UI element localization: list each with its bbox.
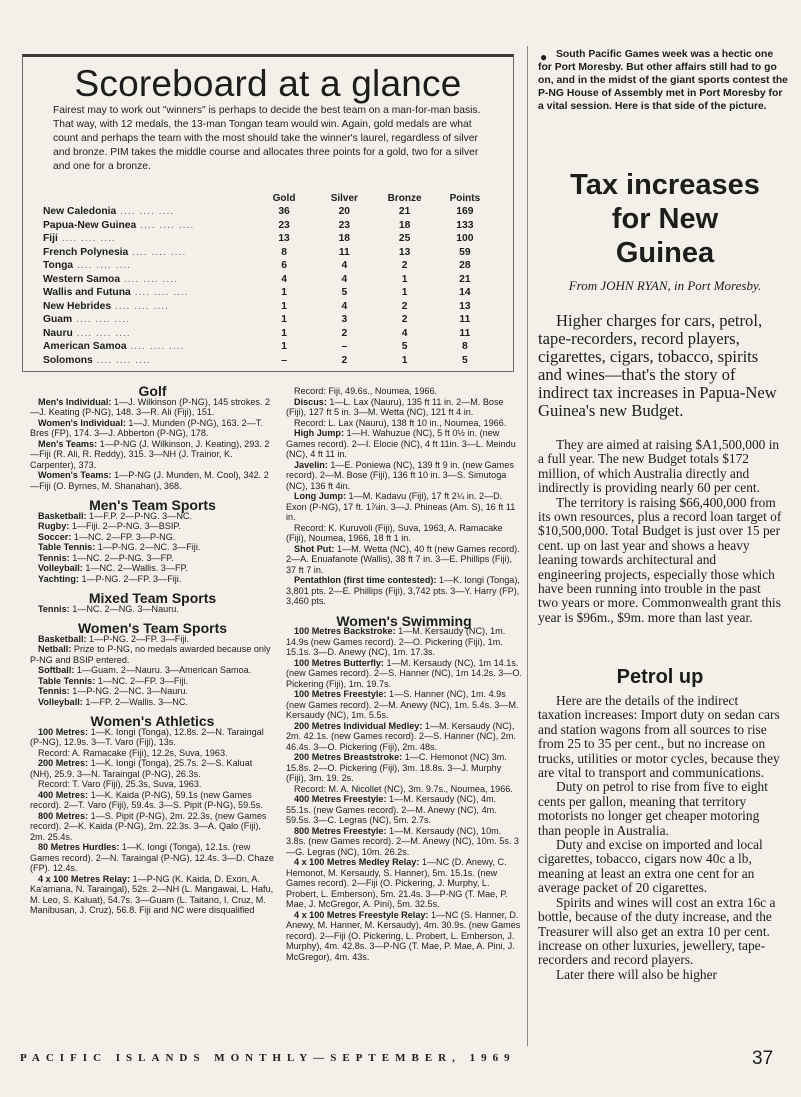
event-result: 1—K. Iongi (Tonga), 25.7s. 2—S. Kaluat (NH), 25.9. 3—N. Taraingal (P-NG), 26.3s.: [30, 758, 253, 779]
header-points: Points: [449, 192, 481, 204]
intro-note: South Pacific Games week was a hectic one for Port Moresby. But other affairs still had to go on, and in the midst of the giant sports contest the P-NG House of Assembly met in Port Moresby for a vital session. Here is that side of the picture.: [538, 49, 788, 112]
event-name: 4 x 100 Metres Relay:: [38, 873, 131, 884]
event-result: 1—NC. 2—FP. 3—P-NG.: [71, 531, 176, 542]
event-result: 1—S. Pipit (P-NG), 2m. 22.3s, (new Games record). 2—K. Kaida (P-NG), 2m. 22.3s. 3—A. Qalo (Fiji), 2m. 25.4s.: [30, 810, 267, 842]
bronze-count: 18: [398, 219, 411, 231]
mens-team-heading: Men's Team Sports: [89, 497, 216, 513]
leader-dots: .... .... ....: [130, 287, 189, 299]
event-result: 1—P-NG (J. Wilkinson, J. Keating), 293. 2—Fiji (R. Ali, R. Reddy), 315. 3—NH (J. Trainor, K. Carpenter), 373.: [30, 438, 270, 470]
gold-count: 1: [281, 300, 287, 312]
result-entry: [286, 386, 522, 397]
event-name: Volleyball:: [38, 696, 83, 707]
result-entry: [286, 626, 522, 658]
country-name: New Caledonia .... .... ....: [43, 206, 175, 218]
womens-team-section: [30, 620, 275, 707]
event-result: 1—NC. 2—NG. 3—Nauru.: [69, 603, 179, 614]
medal-table: [43, 191, 495, 367]
event-result: 1—M. Kersaudy (NC), 2m. 42.1s. (new Games record). 2—S. Hanner (NC), 2m. 46.4s. 3—O. Pickering (Fiji), 2m. 48s.: [286, 720, 516, 752]
event-result: Record: K. Kuruvoli (Fiji), Suva, 1963, A. Ramacake (Fiji), Noumea, 1966, 18 ft 1 in.: [286, 522, 503, 543]
article-lead: Higher charges for cars, petrol, tape-recorders, record players, cigarettes, cigars, tobacco, spirits and wines—that's the story of indirect tax increases in Papua-New Guinea's new Budget.: [538, 311, 777, 420]
result-entry: [30, 842, 275, 874]
points-total: 11: [459, 314, 471, 326]
event-result: 1—F.P. 2—P-NG. 3—NC.: [86, 510, 192, 521]
medal-row: [43, 232, 495, 246]
bronze-count: 1: [401, 354, 408, 366]
scoreboard-intro: Fairest may to work out "winners" is perhaps to decide the best team on a man-for-man basis. That way, with 12 medals, the 13-man Tongan team would win. Again, gold medals are what count and perhaps the team with the most should take the winner's laurel, regardless of silver and bronze. PIM takes the middle course and allocates three points for a gold, two for a silver and one for a bronze.: [53, 105, 481, 172]
silver-count: 3: [341, 314, 348, 326]
event-result: 1—M. Kersaudy (NC), 1m 14.1s. (new Games record). 2—S. Hanner (NC), 1m 14.2s. 3—O. Pickering (Fiji), 1m. 19.7s.: [286, 657, 523, 689]
event-name: Tennis:: [38, 603, 70, 614]
medal-row: [43, 313, 495, 327]
event-name: Tennis:: [38, 686, 70, 696]
gold-count: 23: [278, 219, 290, 231]
bronze-count: 5: [401, 341, 408, 353]
result-entry: [30, 634, 275, 645]
gold-count: 13: [278, 233, 290, 245]
mens-team-results: [30, 511, 275, 585]
event-name: 400 Metres:: [38, 789, 89, 800]
event-result: 1—NC. 2—Wallis. 3—FP.: [82, 563, 188, 573]
golf-heading: Golf: [138, 383, 167, 399]
article-headline: Tax increases for New Guinea: [570, 169, 760, 269]
country-name: Fiji .... .... ....: [43, 233, 116, 245]
bronze-count: 2: [401, 300, 408, 312]
event-name: 100 Metres Freestyle:: [294, 689, 387, 699]
event-name: 400 Metres Freestyle:: [294, 794, 387, 804]
result-entry: [286, 418, 522, 429]
event-name: Yachting:: [38, 573, 79, 584]
event-result: 1—K. Iongi (Tonga), 12.8s. 2—N. Taraingal (P-NG), 12.9s. 3—T. Varo (Fiji), 13s.: [30, 726, 264, 747]
womens-swimming-results: [286, 626, 522, 962]
points-total: 59: [459, 246, 471, 258]
event-result: 1—FP. 2—Wallis. 3—NC.: [82, 696, 188, 707]
event-name: 100 Metres Backstroke:: [294, 626, 396, 636]
header-silver: Silver: [330, 192, 358, 204]
result-entry: [286, 575, 522, 607]
medal-row: [43, 205, 495, 219]
event-result: 1—P-NG. 2—NC. 3—Fiji.: [95, 542, 201, 552]
result-entry: [286, 794, 522, 826]
column-divider: [527, 46, 528, 1046]
event-name: 4 x 100 Metres Medley Relay:: [294, 857, 420, 867]
event-name: Tennis:: [38, 552, 70, 563]
event-name: Table Tennis:: [38, 542, 96, 552]
event-name: Softball:: [38, 665, 75, 675]
mixed-team-heading: Mixed Team Sports: [88, 590, 217, 606]
points-total: 21: [459, 273, 471, 285]
silver-count: 2: [341, 327, 348, 339]
event-name: Women's Individual:: [38, 417, 126, 428]
gold-count: 8: [281, 246, 287, 258]
leader-dots: .... .... ....: [73, 260, 132, 272]
event-result: 1—P-NG (J. Munden, M. Cool), 342. 2—Fiji (O. Byrnes, M. Shanahan), 368.: [30, 470, 269, 491]
event-result: 1—L. Lax (Nauru), 135 ft 11 in. 2—M. Bose (Fiji), 127 ft 5 in. 3—M. Wetta (NC), 121 ft 4 in.: [286, 396, 504, 417]
article-paragraph: They are aimed at raising $A1,500,000 in a full year. The new Budget totals $172 million, of which Australia directly and indirectly is providing nearly 60 per cent.: [538, 437, 780, 496]
event-name: Discus:: [294, 396, 327, 407]
leader-dots: .... .... ....: [57, 233, 116, 245]
silver-count: 4: [341, 260, 348, 272]
event-result: 1—NC (D. Anewy, C. Hemonot, M. Kersaudy, S. Hanner), 5m. 15.1s. (new Games record). 2—Fiji (O. Pickering, J. Murphy, L. Probert, L. Emberson), 5m. 21.4s. 3—P-NG (T. Mae, P. Mae, J. McGregor, A. Pini), 5m. 32.5s.: [286, 857, 508, 909]
silver-count: 5: [341, 287, 348, 299]
country-name: New Hebrides .... .... ....: [43, 300, 170, 312]
result-entry: [30, 604, 275, 615]
event-name: 200 Metres Individual Medley:: [294, 720, 423, 731]
leader-dots: .... .... ....: [128, 246, 187, 258]
result-entry: [30, 748, 275, 759]
article-body-1: [538, 438, 782, 625]
event-result: 1—C. Hemonot (NC) 3m. 15.8s. 2—O. Pickering (Fiji), 3m. 18.8s. 3—J. Murphy (Fiji), 3m. 19. 2s.: [286, 752, 507, 783]
bronze-count: 1: [401, 273, 408, 285]
silver-count: 20: [338, 206, 351, 218]
bronze-count: 1: [401, 287, 408, 299]
event-result: 1—NC (S. Hanner, D. Anewy, M. Hanner, M. Kersaudy), 4m. 30.9s. (new Games record). 2—Fiji (O. Pickering, L. Probert, L. Emberson, J. Murphy), 4m. 42.8s. 3—P-NG (T. Mae, P. Mae, A. Pini, J. McGregor), 4m. 43s.: [286, 909, 521, 962]
event-result: 1—P-NG. 2—FP. 3—Fiji.: [78, 573, 182, 584]
event-result: 1—J. Munden (P-NG), 163. 2—T. Bres (FP), 174. 3—J. Abberton (P-NG), 178.: [30, 417, 263, 438]
points-total: 13: [459, 300, 471, 312]
scoreboard-title: Scoreboard at a glance: [74, 63, 462, 104]
event-result: 1—Guam. 2—Nauru. 3—American Samoa.: [74, 665, 252, 675]
bronze-count: 13: [398, 246, 411, 258]
medal-row: [43, 286, 495, 300]
country-name: Guam .... .... ....: [43, 314, 131, 326]
article-paragraph: The territory is raising $66,400,000 from its own resources, plus a record loan target of $10,500,000. Total Budget is just over 15 per cent. up on last year and shows a heavy leaning towards architectural and engineering projects, especially those which have been running into trouble in the past two years or more. Commonwealth grant this year is $96m., $9m. more than last year.: [538, 494, 782, 625]
header-bronze: Bronze: [387, 192, 422, 204]
leader-dots: .... .... ....: [72, 327, 131, 339]
event-name: Netball:: [38, 644, 72, 654]
event-result: 1—M. Kadavu (Fiji), 17 ft 2¼ in. 2—D. Exon (P-NG), 17 ft. 1⅞in. 3—J. Phineas (Am. S), 16 ft 11 in.: [286, 491, 516, 522]
page-number: 37: [752, 1048, 774, 1069]
leader-dots: .... .... ....: [116, 206, 175, 218]
mixed-team-results: [30, 604, 275, 615]
event-name: Rugby:: [38, 521, 70, 531]
event-name: 800 Metres Freestyle:: [294, 825, 387, 836]
article-paragraph: Duty and excise on imported and local cigarettes, tobacco, cigars now 40c a lb, meaning at least an extra one cent for an average packet of 20 cigarettes.: [538, 837, 763, 896]
result-entry: [30, 553, 275, 564]
event-name: 800 Metres:: [38, 810, 89, 821]
event-name: 200 Metres Breaststroke:: [294, 752, 403, 762]
result-entry: [286, 544, 522, 576]
event-result: 1—K. Iongi (Tonga), 3,801 pts. 2—E. Phillips (Fiji), 3,742 pts. 3—Y. Harry (FP), 3,460 pts.: [286, 575, 520, 606]
event-name: 80 Metres Hurdles:: [38, 842, 120, 852]
event-result: 1—M. Wetta (NC), 40 ft (new Games record). 2—A. Enuafanote (Wallis), 38 ft 7 in. 3—E. Phillips (Fiji), 37 ft 7 in.: [286, 543, 520, 575]
result-entry: [286, 752, 522, 784]
event-result: 1—H. Wahuzue (NC), 5 ft 0½ in. (new Games record). 2—I. Elocie (NC), 4 ft 11in. 3—L. Meindu (NC), 4 ft 11 in.: [286, 428, 516, 459]
event-name: Basketball:: [38, 633, 87, 644]
article-byline: From JOHN RYAN, in Port Moresby.: [568, 278, 762, 293]
event-result: Record: M. A. Nicollet (NC), 3m. 9.7s., Noumea, 1966.: [294, 783, 513, 794]
result-entry: [286, 460, 522, 492]
medal-row: [43, 273, 495, 287]
middle-column: [286, 386, 522, 962]
points-total: 14: [459, 287, 471, 299]
article-paragraph: Duty on petrol to rise from five to eight cents per gallon, meaning that territory motorists no longer get cheaper motoring than people in Australia.: [538, 779, 768, 838]
silver-count: 11: [338, 246, 350, 258]
womens-athletics-heading: Women's Athletics: [90, 713, 215, 729]
result-entry: [30, 470, 275, 491]
event-name: Pentathlon (first time contested):: [294, 575, 437, 585]
result-entry: [30, 439, 275, 471]
country-name: Solomons .... .... ....: [43, 354, 151, 366]
bronze-count: 4: [401, 327, 408, 339]
event-name: High Jump:: [294, 428, 345, 438]
silver-count: 18: [338, 233, 351, 245]
medal-row: [43, 327, 495, 341]
result-entry: [30, 574, 275, 585]
result-entry: [30, 532, 275, 543]
event-name: Men's Individual:: [38, 396, 112, 407]
event-result: 1—J. Wilkinson (P-NG), 145 strokes. 2—J. Keating (P-NG), 148. 3—R. Ali (Fiji), 151.: [30, 396, 271, 417]
article-paragraph: Spirits and wines will cost an extra 16c a bottle, because of the duty increase, and the Treasurer will also get an extra 10 per cent. increase on other luxuries, jewellery, tape-recorders and record players.: [538, 894, 776, 968]
event-result: 1—K. Kaida (P-NG), 59.1s (new Games record). 2—T. Varo (Fiji), 59.4s. 3—S. Pipit (P-NG), 59.5s.: [30, 789, 263, 810]
womens-swimming-section: [286, 612, 523, 963]
medal-row: [43, 219, 495, 233]
gold-count: 1: [281, 341, 287, 353]
medal-table-body: [43, 205, 495, 367]
result-entry: [286, 658, 522, 690]
result-entry: [30, 418, 275, 439]
bronze-count: 2: [401, 260, 408, 272]
event-name: Women's Teams:: [38, 470, 112, 480]
event-result: 1—K. Iongi (Tonga), 12.1s. (rew Games record). 2—N. Taraingal (P-NG), 12.4s. 3—D. Chaze (FP). 12.4s.: [30, 842, 274, 873]
result-entry: [286, 491, 522, 523]
gold-count: 1: [281, 314, 287, 326]
header-gold: Gold: [272, 192, 296, 204]
event-name: Men's Teams:: [38, 438, 98, 449]
country-name: American Samoa .... .... ....: [43, 341, 185, 353]
points-total: 8: [461, 341, 468, 353]
result-entry: [30, 790, 275, 811]
event-result: Prize to P-NG, no medals awarded because only P-NG and BSIP entered.: [30, 644, 271, 665]
result-entry: [30, 686, 275, 697]
leader-dots: .... .... ....: [120, 273, 178, 285]
points-total: 100: [456, 233, 474, 245]
silver-count: 4: [341, 300, 348, 312]
points-total: 5: [461, 354, 468, 366]
leader-dots: .... .... ....: [92, 354, 151, 366]
event-result: 1—Fiji. 2—P-NG. 3—BSIP.: [69, 521, 181, 531]
event-name: 100 Metres:: [38, 726, 89, 737]
bronze-count: 25: [398, 233, 411, 245]
article-paragraph: Here are the details of the indirect taxation increases: Import duty on sedan cars and station wagons from all sources to rise from 25 to 35 per cent., but no increase on trucks, utilities or motor cycles, because they are vital to transport and communications.: [538, 693, 780, 781]
result-entry: [30, 542, 275, 553]
medal-row: [43, 246, 495, 260]
event-result: 1—E. Poniewa (NC), 139 ft 9 in. (new Games record). 2—M. Bose (Fiji), 136 ft 10 in. 3—S. Simutoga (NC), 136 ft 4in.: [286, 459, 514, 491]
womens-athletics-results: [30, 727, 275, 916]
result-entry: [30, 521, 275, 532]
result-entry: [286, 784, 522, 795]
event-result: 1—P-NG. 2—FP. 3—Fiji.: [86, 633, 189, 644]
golf-section: [30, 383, 275, 491]
event-name: 200 Metres:: [38, 758, 89, 768]
event-name: Basketball:: [38, 510, 87, 521]
womens-athletics-section: [30, 713, 275, 916]
result-entry: [286, 910, 522, 963]
event-name: Long Jump:: [294, 491, 347, 501]
medal-row: [43, 300, 495, 314]
womens-team-heading: Women's Team Sports: [77, 620, 228, 636]
result-entry: [286, 689, 522, 721]
article-paragraph: Later there will also be higher: [556, 966, 717, 982]
result-entry: [30, 665, 275, 676]
result-entry: [30, 397, 275, 418]
medal-row: [43, 259, 495, 273]
left-column: [30, 383, 275, 916]
silver-count: 23: [338, 219, 351, 231]
medal-row: [43, 340, 495, 354]
scoreboard-box: [22, 54, 514, 372]
leader-dots: .... .... ....: [136, 219, 195, 231]
country-name: Nauru .... .... ....: [43, 327, 131, 339]
country-name: Wallis and Futuna .... .... ....: [43, 287, 189, 299]
bronze-count: 2: [401, 314, 408, 326]
medal-row: [43, 354, 495, 368]
points-total: 133: [456, 219, 474, 231]
event-name: Soccer:: [38, 531, 72, 542]
result-entry: [30, 644, 275, 665]
result-entry: [286, 826, 522, 858]
womens-swimming-heading: Women's Swimming: [336, 612, 472, 629]
result-entry: [30, 727, 275, 748]
points-total: 11: [459, 327, 471, 339]
event-result: 1—NC. 2—FP. 3—Fiji.: [95, 675, 189, 686]
event-name: Javelin:: [294, 459, 328, 470]
result-entry: [286, 857, 522, 910]
medal-table-header: [43, 191, 495, 205]
event-result: 1—NC. 2—P-NG. 3—FP.: [69, 552, 174, 563]
silver-count: 2: [341, 354, 348, 366]
article-body-2: [538, 694, 782, 982]
result-entry: [30, 676, 275, 687]
result-entry: [30, 563, 275, 574]
points-total: 28: [459, 260, 471, 272]
event-name: 4 x 100 Metres Freestyle Relay:: [294, 909, 429, 920]
result-entry: [286, 428, 522, 460]
result-entry: [286, 721, 522, 753]
gold-count: –: [281, 354, 287, 366]
event-name: Table Tennis:: [38, 675, 96, 686]
silver-count: 4: [341, 273, 348, 285]
result-entry: [30, 811, 275, 843]
event-result: 1—P-NG (K. Kaida, D. Exon, A. Ka'amana, N. Taraingal), 52s. 2—NH (L. Mangawai, L. Hafu, M. Leo, S. Kaluat), 54.7s. 3—Guam (L. Taitano, I. Cruz, M. Manibusan, J. Cruz), 56.8. Fiji and NC were disqualified: [30, 873, 274, 915]
result-entry: [30, 874, 275, 916]
result-entry: [286, 523, 522, 544]
event-name: Shot Put:: [294, 543, 335, 554]
event-result: 1—S. Hanner (NC), 1m. 4.9s (new Games record). 2—M. Anewy (NC), 1m. 5.4s. 3—M. Kersaudy (NC), 1m. 5.5s.: [286, 689, 519, 720]
gold-count: 36: [278, 206, 290, 218]
country-name: French Polynesia .... .... ....: [43, 246, 187, 258]
gold-count: 4: [281, 273, 287, 285]
result-entry: [30, 697, 275, 708]
article-subheading: Petrol up: [616, 666, 704, 688]
country-name: Western Samoa .... .... ....: [43, 273, 178, 285]
mens-team-section: [30, 497, 275, 584]
result-entry: [30, 779, 275, 790]
event-result: 1—M. Kersaudy (NC), 10m. 3.8s. (new Games record). 2—M. Anewy (NC), 10m. 5s. 3—G. Legras (NC), 10m. 26.2s.: [286, 825, 519, 857]
bullet-icon: ●: [540, 50, 548, 64]
country-name: Tonga .... .... ....: [43, 260, 132, 272]
leader-dots: .... .... ....: [72, 314, 131, 326]
leader-dots: .... .... ....: [111, 300, 170, 312]
country-name: Papua-New Guinea .... .... ....: [43, 219, 195, 231]
result-entry: [286, 397, 522, 418]
event-result: 1—M. Kersaudy (NC), 1m. 14.9s (new Games record). 2—O. Pickering (Fiji), 1m. 15.1s. 3—D. Anewy (NC), 1m. 17.3s.: [286, 626, 506, 657]
result-entry: [30, 758, 275, 779]
page-footer: PACIFIC ISLANDS MONTHLY—SEPTEMBER, 1969: [20, 1052, 516, 1064]
silver-count: –: [341, 341, 348, 353]
leader-dots: .... .... ....: [126, 341, 185, 353]
womens-team-results: [30, 634, 275, 708]
gold-count: 1: [281, 327, 287, 339]
event-name: Volleyball:: [38, 563, 83, 573]
mixed-team-section: [30, 590, 275, 614]
event-result: 1—P-NG. 2—NC. 3—Nauru.: [69, 686, 188, 696]
golf-results: [30, 397, 275, 492]
event-name: 100 Metres Butterfly:: [294, 657, 384, 668]
gold-count: 1: [281, 287, 287, 299]
event-result: Record: A. Ramacake (Fiji), 12.2s, Suva, 1963.: [38, 747, 228, 758]
event-result: Record: L. Lax (Nauru), 138 ft 10 in., Noumea, 1966.: [294, 417, 507, 428]
bronze-count: 21: [398, 206, 411, 218]
points-total: 169: [456, 206, 474, 218]
gold-count: 6: [281, 260, 287, 272]
event-result: 1—M. Kersaudy (NC), 4m. 55.1s. (new Games record). 2—M. Anewy (NC), 4m. 59.5s. 3—C. Legras (NC), 5m. 2.7s.: [286, 794, 497, 825]
event-result: Record: T. Varo (Fiji), 25.3s, Suva, 1963.: [38, 779, 202, 789]
result-entry: [30, 511, 275, 522]
athletics-continued: [286, 386, 522, 607]
event-result: Record: Fiji, 49.6s., Noumea, 1966.: [294, 386, 438, 396]
